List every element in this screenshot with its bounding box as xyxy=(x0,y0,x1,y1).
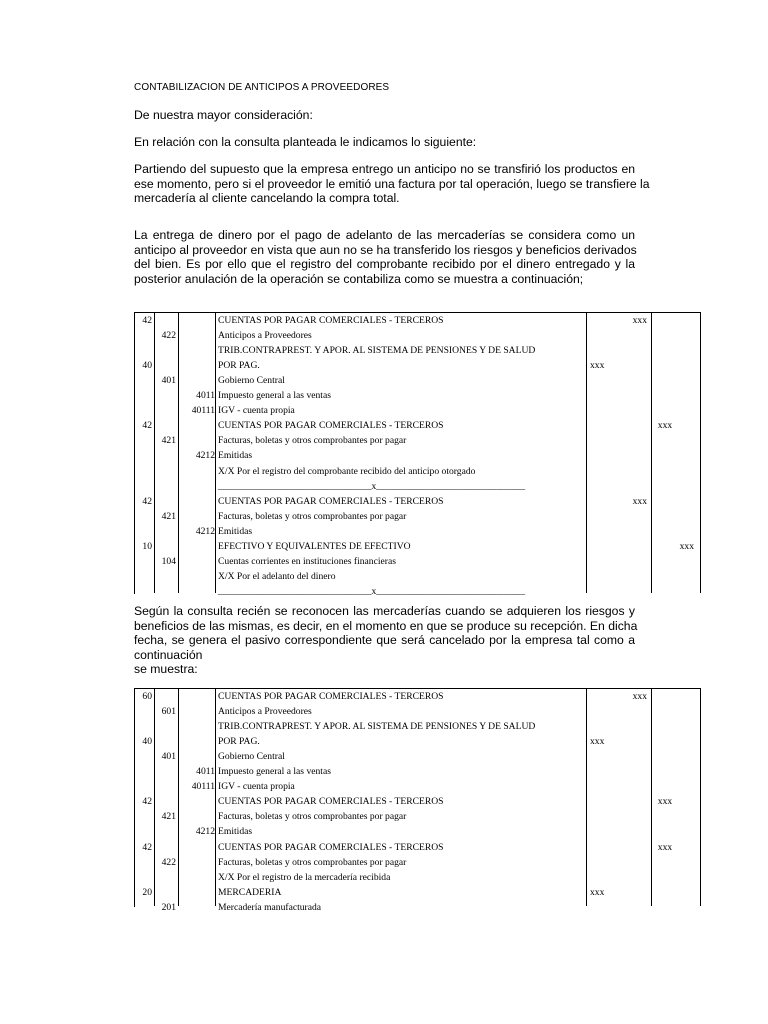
amount: xxx xyxy=(679,540,694,552)
division-code: 4011 xyxy=(196,390,215,402)
account-description: ________________________________x_______________________________ xyxy=(218,585,525,597)
paragraph-line: mercadería al cliente cancelando la compra total. xyxy=(134,191,400,205)
account-description: Anticipos a Proveedores xyxy=(218,706,312,718)
subaccount-code: 401 xyxy=(161,375,176,387)
subaccount-code: 421 xyxy=(161,435,176,447)
account-description: Facturas, boletas y otros comprobantes por pagar xyxy=(218,435,407,447)
account-code: 20 xyxy=(142,886,152,898)
paragraph-2 xyxy=(134,228,635,286)
amount: xxx xyxy=(657,841,673,853)
paragraph-line: fecha, se genera el pasivo correspondiente que será cancelado por la empresa tal como a xyxy=(134,633,635,647)
account-code: 40 xyxy=(142,736,152,748)
column-divider xyxy=(700,688,701,906)
account-description: Gobierno Central xyxy=(218,751,285,763)
account-description: CUENTAS POR PAGAR COMERCIALES - TERCEROS xyxy=(218,841,444,853)
journal-table-1 xyxy=(134,312,701,597)
account-description: Emitidas xyxy=(218,525,253,537)
account-description: TRIB.CONTRAPREST. Y APOR. AL SISTEMA DE PENSIONES Y DE SALUD xyxy=(218,345,536,357)
column-divider xyxy=(178,688,179,906)
page-title: CONTABILIZACION DE ANTICIPOS A PROVEEDORES xyxy=(134,82,390,93)
subaccount-code: 601 xyxy=(161,706,176,718)
account-description: Anticipos a Proveedores xyxy=(218,330,312,342)
account-code: 42 xyxy=(142,796,152,808)
amount: xxx xyxy=(657,796,673,808)
account-description: Impuesto general a las ventas xyxy=(218,390,331,402)
account-description: Emitidas xyxy=(218,450,253,462)
account-description: CUENTAS POR PAGAR COMERCIALES - TERCEROS xyxy=(218,495,444,507)
account-description: ________________________________x_______________________________ xyxy=(218,480,525,492)
paragraph-1 xyxy=(134,162,650,206)
division-code: 4212 xyxy=(195,826,215,838)
paragraph-line: anticipo al proveedor en vista que aun no se ha transferido los riesgos y beneficios derivados xyxy=(134,242,637,257)
subaccount-code: 421 xyxy=(161,510,176,522)
paragraph-line: del bien. Es por ello que el registro del comprobante recibido por el dinero entregado y la xyxy=(134,257,635,271)
amount: xxx xyxy=(590,360,605,372)
paragraph-3 xyxy=(134,604,638,677)
account-description: CUENTAS POR PAGAR COMERCIALES - TERCEROS xyxy=(218,315,444,326)
column-divider xyxy=(154,688,155,906)
account-description: X/X Por el registro del comprobante recibido del anticipo otorgado xyxy=(218,465,476,477)
amount: xxx xyxy=(632,495,647,507)
subaccount-code: 201 xyxy=(161,901,176,913)
division-code: 40111 xyxy=(191,781,215,793)
intro: En relación con la consulta planteada le indicamos lo siguiente: xyxy=(134,135,477,149)
account-description: CUENTAS POR PAGAR COMERCIALES - TERCEROS xyxy=(218,796,444,808)
paragraph-line: beneficios de las mismas, es decir, en el momento en que se produce su recepción. En dicha xyxy=(134,618,638,633)
division-code: 4011 xyxy=(196,766,215,778)
amount: xxx xyxy=(632,691,647,702)
account-description: EFECTIVO Y EQUIVALENTES DE EFECTIVO xyxy=(218,540,411,552)
division-code: 4212 xyxy=(195,450,215,462)
account-code: 42 xyxy=(142,495,152,507)
account-description: IGV - cuenta propia xyxy=(218,781,295,793)
account-description: IGV - cuenta propia xyxy=(218,405,295,417)
account-code: 42 xyxy=(142,420,152,432)
division-code: 40111 xyxy=(191,405,215,417)
paragraph-line: ese momento, pero si el proveedor le emitió una factura por tal operación, luego se transfiere la xyxy=(134,176,650,191)
account-code: 10 xyxy=(142,540,152,552)
column-divider xyxy=(215,312,216,593)
account-description: Facturas, boletas y otros comprobantes por pagar xyxy=(218,510,407,522)
amount: xxx xyxy=(590,736,605,748)
account-description: Facturas, boletas y otros comprobantes por pagar xyxy=(218,856,407,868)
account-description: POR PAG. xyxy=(218,360,260,372)
column-divider xyxy=(215,688,216,906)
subaccount-code: 104 xyxy=(161,555,176,567)
amount: xxx xyxy=(632,315,647,326)
subaccount-code: 421 xyxy=(161,811,176,823)
account-description: CUENTAS POR PAGAR COMERCIALES - TERCEROS xyxy=(218,691,444,702)
amount: xxx xyxy=(657,420,673,432)
subaccount-code: 401 xyxy=(161,751,176,763)
column-divider xyxy=(154,312,155,593)
account-description: CUENTAS POR PAGAR COMERCIALES - TERCEROS xyxy=(218,420,444,432)
paragraph-line: se muestra: xyxy=(134,662,198,676)
column-divider xyxy=(651,688,652,906)
account-description: X/X Por el registro de la mercadería recibida xyxy=(218,871,391,883)
paragraph-line: Partiendo del supuesto que la empresa entrego un anticipo no se transfirió los productos en xyxy=(134,162,635,176)
subaccount-code: 422 xyxy=(161,330,176,342)
account-description: Emitidas xyxy=(218,826,253,838)
account-code: 42 xyxy=(142,841,152,853)
division-code: 4212 xyxy=(195,525,215,537)
account-description: Gobierno Central xyxy=(218,375,285,387)
account-code: 42 xyxy=(142,315,152,326)
subaccount-code: 422 xyxy=(161,856,176,868)
paragraph-line: posterior anulación de la operación se contabiliza como se muestra a continuación; xyxy=(134,271,584,286)
amount: xxx xyxy=(590,886,605,898)
account-description: Mercadería manufacturada xyxy=(218,901,322,913)
account-description: Impuesto general a las ventas xyxy=(218,766,331,778)
column-divider xyxy=(651,312,652,593)
paragraph-line: continuación xyxy=(134,647,203,662)
account-description: POR PAG. xyxy=(218,736,260,748)
paragraph-line: La entrega de dinero por el pago de adelanto de las mercaderías se considera como un xyxy=(134,228,635,242)
account-description: Cuentas corrientes en instituciones financieras xyxy=(218,555,396,567)
journal-table-2 xyxy=(134,688,701,913)
column-divider xyxy=(700,312,701,593)
greeting: De nuestra mayor consideración: xyxy=(134,108,313,122)
account-code: 60 xyxy=(142,691,152,702)
account-description: Facturas, boletas y otros comprobantes por pagar xyxy=(218,811,407,823)
account-description: MERCADERIA xyxy=(218,886,282,898)
account-description: X/X Por el adelanto del dinero xyxy=(218,570,336,582)
account-code: 40 xyxy=(142,360,152,372)
paragraph-line: Según la consulta recién se reconocen las mercaderías cuando se adquieren los riesgos y xyxy=(134,604,635,618)
account-description: TRIB.CONTRAPREST. Y APOR. AL SISTEMA DE PENSIONES Y DE SALUD xyxy=(218,721,536,733)
